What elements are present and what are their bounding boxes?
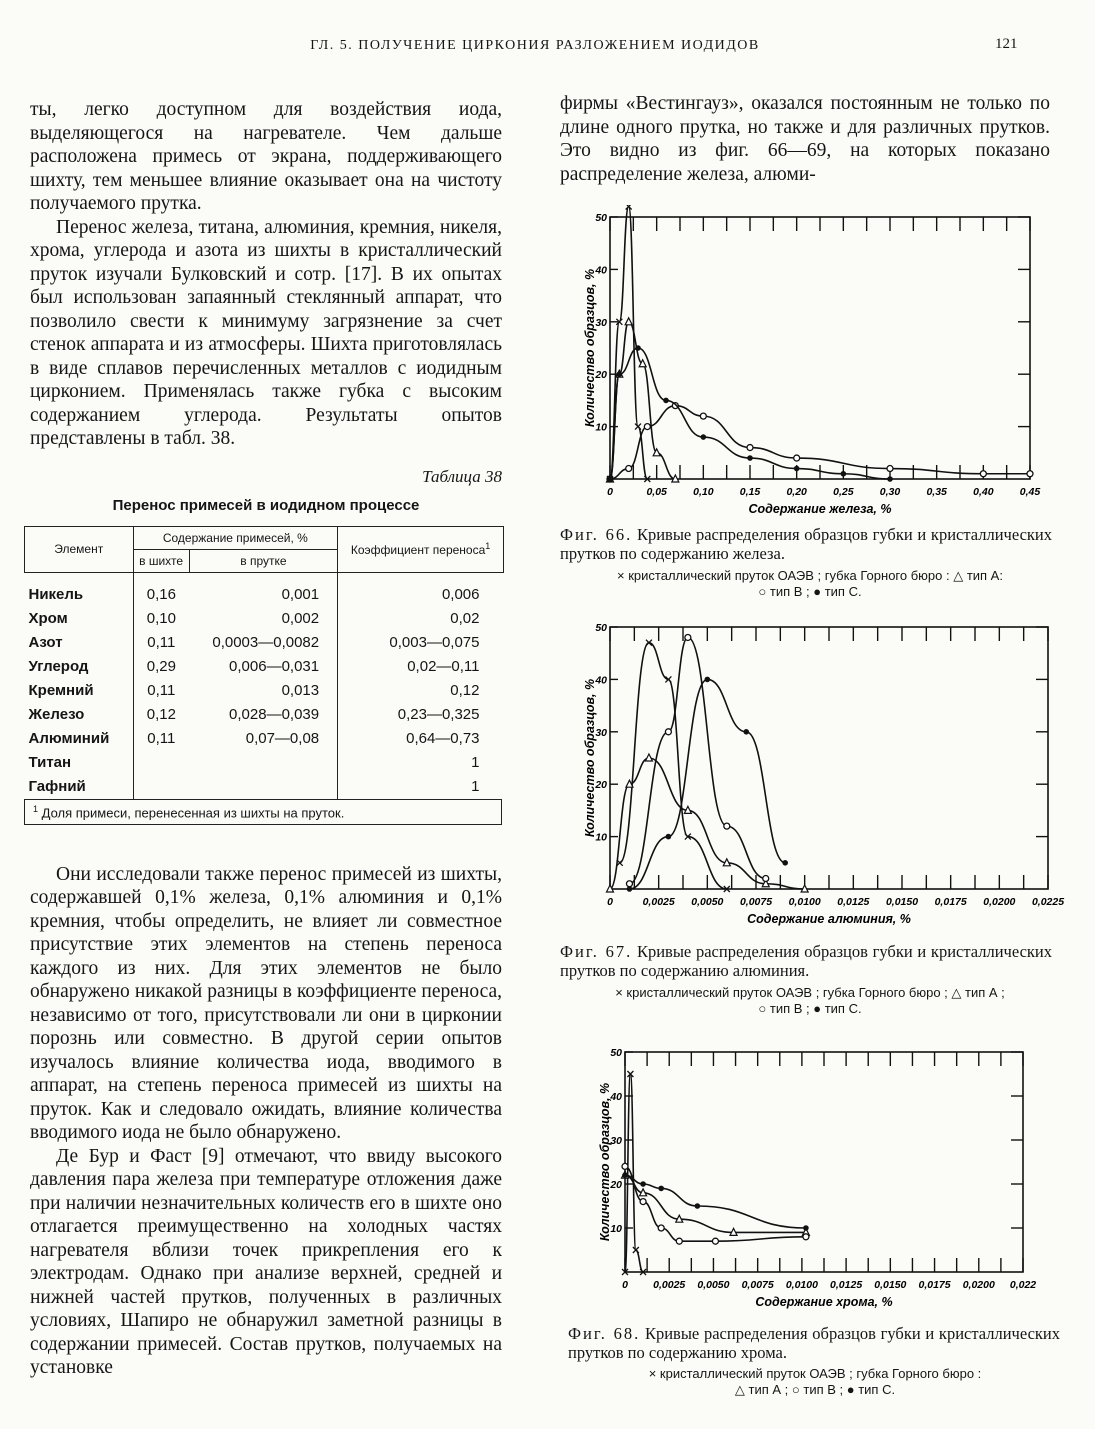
- x-tick-label: 0,0200: [983, 896, 1016, 908]
- x-tick-label: 0,20: [786, 486, 807, 498]
- data-point: [747, 445, 753, 451]
- cell-element: Алюминий: [28, 730, 110, 747]
- cell-coef: 0,64—0,73: [338, 727, 504, 751]
- table-footnote: $^1$ Доля примеси, перенесенная из шихты на пруток.: [24, 799, 502, 825]
- x-axis-label: Содержание хрома, %: [755, 1295, 893, 1309]
- cell-charge: 0,11: [133, 727, 189, 751]
- data-point: [794, 455, 800, 461]
- data-point: [622, 1172, 628, 1178]
- cell-element: Азот: [28, 634, 63, 651]
- x-tick-label: 0,45: [1019, 486, 1041, 498]
- cell-coef: 0,12: [338, 679, 504, 703]
- table-row: [25, 727, 504, 751]
- x-tick-label: 0,0175: [934, 896, 967, 908]
- cell-element: Хром: [28, 610, 68, 627]
- paragraph-2: Перенос железа, титана, алюминия, кремния, никеля, хрома, углерода и азота из шихты в кристаллический пруток изучали Булковский и сотр. [17]. В их опытах был использован запаянный стеклянный аппарат, что позволило свести к минимуму загрязнение за счет стенок аппарата и из атмосферы. Шихта приготовлялась в виде сплавов перечисленных металлов с иодидным цирконием. Применялась также губка с высоким содержанием углерода. Результаты опытов представлены в табл. 38.: [30, 216, 502, 449]
- data-point: [712, 1238, 718, 1244]
- x-tick-label: 0: [607, 896, 613, 908]
- figure-68-caption: Фиг. 68. Кривые распределения образцов губки и кристаллических прутков по содержанию хрома.: [568, 1324, 1060, 1362]
- data-point: [633, 1247, 639, 1253]
- y-tick-label: 40: [595, 674, 607, 687]
- data-point: [626, 205, 632, 210]
- col-header-content: Содержание примесей, %: [133, 526, 338, 549]
- cell-coef: 0,003—0,075: [338, 631, 504, 655]
- data-point: [635, 424, 641, 430]
- data-point: [666, 834, 672, 840]
- page-number: 121: [995, 36, 1018, 52]
- col-header-rod: в прутке: [189, 549, 337, 572]
- series-line: [625, 1175, 806, 1232]
- x-tick-label: 0,0100: [788, 896, 821, 908]
- table-row: [25, 775, 504, 799]
- paragraph-4: Де Бур и Фаст [9] отмечают, что ввиду высокого давления пара железа при температуре отложения даже при наличии незначительных количеств его в шихте оно отлагается преимущественно на холодных частях нагревателя вблизи точек прикрепления его к электродам. Однако при анализе верхней, средней и нижней частей прутков, полученных в различных условиях, Шапиро не обнаружил заметной разницы в содержании примесей. Состав прутков, получаемых на установке: [30, 1145, 502, 1379]
- col-header-coef: Коэффициент переноса$^1$: [338, 526, 504, 572]
- cell-charge: 0,29: [133, 655, 189, 679]
- x-tick-label: 0,0150: [874, 1279, 907, 1291]
- data-point: [640, 1199, 646, 1205]
- x-tick-label: 0,10: [693, 486, 714, 498]
- figure-68-chart: [585, 1040, 1055, 1320]
- x-tick-label: 0,15: [739, 486, 761, 498]
- x-tick-label: 0,25: [833, 486, 854, 498]
- y-tick-label: 10: [595, 831, 607, 844]
- data-point: [635, 345, 641, 351]
- x-tick-label: 0,0050: [691, 896, 724, 908]
- y-axis-label: Количество образцов, %: [583, 268, 597, 428]
- data-point: [617, 371, 623, 377]
- cell-element: Углерод: [28, 658, 89, 675]
- cell-rod: 0,006—0,031: [229, 658, 320, 675]
- data-point: [640, 1181, 646, 1187]
- cell-charge: 0,16: [133, 572, 189, 607]
- x-tick-label: 0,0225: [1031, 896, 1065, 908]
- data-point: [626, 881, 632, 887]
- data-point: [794, 466, 800, 472]
- data-point: [627, 1071, 633, 1077]
- cell-charge: 0,12: [133, 703, 189, 727]
- impurity-table: [24, 526, 504, 799]
- data-point: [700, 413, 706, 419]
- data-point: [695, 1203, 701, 1209]
- data-point: [658, 1186, 664, 1192]
- y-tick-label: 50: [595, 622, 607, 634]
- table-row: [25, 607, 504, 631]
- table-label: Таблица 38: [422, 466, 502, 486]
- plot-frame: [625, 1052, 1023, 1272]
- y-axis-label: Количество образцов, %: [598, 1082, 612, 1242]
- y-tick-label: 10: [595, 421, 607, 434]
- data-point: [701, 434, 707, 440]
- x-tick-label: 0,0200: [962, 1279, 995, 1291]
- series-line: [610, 207, 647, 479]
- cell-rod: [189, 775, 337, 799]
- x-tick-label: 0,0125: [837, 896, 870, 908]
- data-point: [763, 876, 769, 882]
- y-tick-label: 20: [610, 1179, 622, 1191]
- table-row: [25, 631, 504, 655]
- data-point: [625, 318, 632, 325]
- data-point: [658, 1225, 664, 1231]
- data-point: [665, 729, 671, 735]
- cell-rod: 0,002: [281, 610, 320, 627]
- data-point: [841, 471, 847, 477]
- cell-charge: [133, 751, 189, 775]
- cell-rod: 0,0003—0,0082: [212, 634, 320, 651]
- x-tick-label: 0,0025: [653, 1279, 686, 1291]
- data-point: [803, 1225, 809, 1231]
- data-point: [676, 1238, 682, 1244]
- page-header: ГЛ. 5. ПОЛУЧЕНИЕ ЦИРКОНИЯ РАЗЛОЖЕНИЕМ ИОДИДОВ: [310, 38, 760, 53]
- right-column: [560, 92, 1050, 186]
- data-point: [622, 1163, 628, 1169]
- y-tick-label: 10: [610, 1223, 622, 1235]
- cell-rod: 0,028—0,039: [229, 706, 320, 723]
- y-tick-label: 20: [595, 779, 607, 792]
- y-tick-label: 30: [595, 316, 607, 329]
- cell-charge: 0,11: [133, 631, 189, 655]
- data-point: [626, 466, 632, 472]
- paragraph-right-top: фирмы «Вестингауз», оказался постоянным не только по длине одного прутка, но также и для различных прутков. Это видно из фиг. 66—69, на которых показано распределение железа, алюми-: [560, 93, 1050, 185]
- x-tick-label: 0,0150: [885, 896, 919, 908]
- cell-element: Никель: [28, 586, 84, 603]
- figure-67-legend: × кристаллический пруток ОАЭВ ; губка Горного бюро ; △ тип А ; ○ тип В ; ● тип С.: [615, 985, 1005, 1016]
- data-point: [887, 476, 893, 482]
- y-tick-label: 50: [595, 212, 607, 224]
- cell-element: Железо: [28, 706, 85, 723]
- cell-rod: 0,07—0,08: [245, 730, 320, 747]
- data-point: [1027, 471, 1033, 477]
- x-axis-label: Содержание алюминия, %: [747, 912, 911, 926]
- x-tick-label: 0,40: [973, 486, 994, 498]
- paragraph-1: ты, легко доступном для воздействия иода, выделяющегося на нагревателе. Чем дальше расположена примесь от экрана, поддерживающего шихту, тем меньшее влияние оказывает она на чистоту получаемого прутка.: [30, 99, 502, 214]
- figure-67-caption: Фиг. 67. Кривые распределения образцов губки и кристаллических прутков по содержанию алюминия.: [560, 942, 1052, 980]
- x-tick-label: 0,0050: [697, 1279, 730, 1291]
- cell-element: Титан: [28, 754, 72, 771]
- y-tick-label: 30: [610, 1135, 622, 1147]
- col-header-element: Элемент: [25, 526, 134, 572]
- x-tick-label: 0,35: [926, 486, 947, 498]
- data-point: [607, 476, 613, 482]
- data-point: [724, 823, 730, 829]
- x-axis-label: Содержание железа, %: [748, 502, 892, 516]
- x-tick-label: 0,0075: [741, 1279, 774, 1291]
- y-tick-label: 20: [595, 369, 607, 382]
- cell-charge: [133, 775, 189, 799]
- y-tick-label: 50: [610, 1047, 622, 1059]
- table-row: [25, 655, 504, 679]
- cell-coef: 0,23—0,325: [338, 703, 504, 727]
- plot-frame: [610, 217, 1030, 479]
- paragraph-3: Они исследовали также перенос примесей из шихты, содержавшей 0,1% железа, 0,1% алюминия и 0,1% кремния, чтобы определить, не влияет ли совместное присутствие этих элементов на степень переноса каждого из них. Для этих элементов не было обнаружено никакой разницы в коэффициенте переноса, независимо от того, присутствовали ли они в цирконии порознь или совместно. В другой серии опытов изучалось влияние количества иода, вводимого в аппарат, на степень переноса примесей из шихты на пруток. Как и следовало ожидать, влияние количества вводимого иода не было обнаружено.: [30, 863, 502, 1144]
- figure-66-legend: × кристаллический пруток ОАЭВ ; губка Горного бюро : △ тип А: ○ тип В ; ● тип С.: [617, 568, 1003, 599]
- x-tick-label: 0,022: [1009, 1279, 1037, 1291]
- x-tick-label: 0,30: [879, 486, 901, 498]
- table-row: [25, 751, 504, 775]
- table-row: [25, 703, 504, 727]
- figure-66-chart: [580, 205, 1050, 525]
- data-point: [743, 729, 749, 735]
- data-point: [705, 677, 711, 683]
- x-tick-label: 0: [607, 486, 613, 498]
- figure-67-chart: [580, 615, 1070, 935]
- data-point: [782, 860, 788, 866]
- left-column: [30, 98, 502, 1380]
- data-point: [747, 455, 753, 461]
- cell-coef: 1: [338, 775, 504, 799]
- series-line: [625, 1074, 643, 1272]
- data-point: [887, 466, 893, 472]
- data-point: [644, 424, 650, 430]
- data-point: [627, 886, 633, 892]
- x-tick-label: 0,0100: [785, 1279, 818, 1291]
- cell-rod: [189, 751, 337, 775]
- table-title: Перенос примесей в иодидном процессе: [112, 496, 420, 514]
- y-tick-label: 40: [610, 1091, 622, 1103]
- data-point: [663, 398, 669, 404]
- series-line: [625, 1175, 806, 1228]
- plot-frame: [610, 627, 1048, 889]
- col-header-charge: в шихте: [133, 549, 189, 572]
- x-tick-label: 0,0075: [739, 896, 773, 908]
- y-tick-label: 40: [595, 264, 607, 277]
- cell-coef: 0,02: [338, 607, 504, 631]
- y-axis-label: Количество образцов, %: [583, 678, 597, 838]
- figure-68-legend: × кристаллический пруток ОАЭВ ; губка Горного бюро : △ тип А ; ○ тип В ; ● тип С.: [648, 1366, 982, 1397]
- cell-rod: 0,001: [281, 586, 320, 603]
- cell-charge: 0,11: [133, 679, 189, 703]
- cell-element: Гафний: [28, 778, 86, 795]
- table-row: [25, 679, 504, 703]
- cell-coef: 1: [338, 751, 504, 775]
- cell-rod: 0,013: [281, 682, 320, 699]
- data-point: [803, 1234, 809, 1240]
- figure-66-caption: Фиг. 66. Кривые распределения образцов губки и кристаллических прутков по содержанию железа.: [560, 525, 1052, 563]
- y-tick-label: 30: [595, 726, 607, 739]
- cell-coef: 0,006: [338, 572, 504, 607]
- x-tick-label: 0,0125: [830, 1279, 863, 1291]
- data-point: [980, 471, 986, 477]
- table-row: [25, 572, 504, 607]
- cell-element: Кремний: [28, 682, 94, 699]
- x-tick-label: 0,0025: [642, 896, 675, 908]
- data-point: [685, 634, 691, 640]
- x-tick-label: 0,0175: [918, 1279, 951, 1291]
- cell-charge: 0,10: [133, 607, 189, 631]
- x-tick-label: 0,05: [646, 486, 667, 498]
- cell-coef: 0,02—0,11: [338, 655, 504, 679]
- x-tick-label: 0: [622, 1279, 628, 1291]
